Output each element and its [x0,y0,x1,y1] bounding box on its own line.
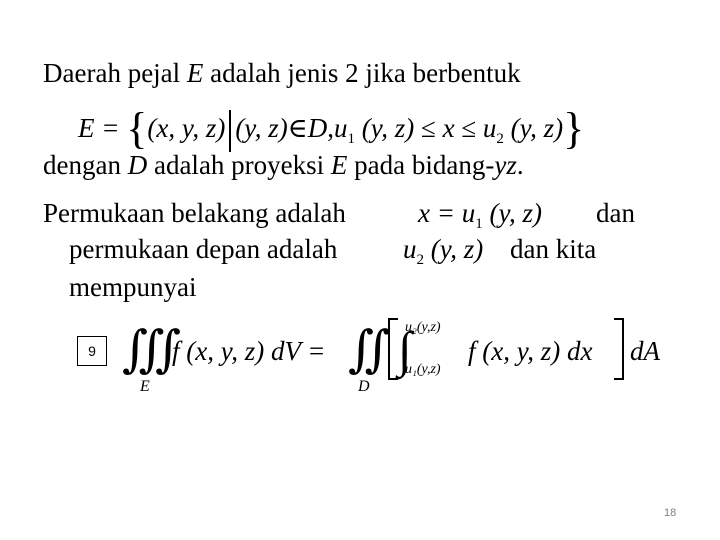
formula-comma: , [327,113,335,143]
subscript: 2 [416,252,424,268]
text-segment: permukaan depan adalah [69,234,338,264]
formula-D: D [307,113,328,143]
integrand: f (x, y, z) dV = [172,336,326,366]
text-segment: Permukaan belakang adalah [43,198,346,228]
right-bracket [614,318,624,380]
back-surface-formula [418,198,542,232]
formula-u: u [461,198,476,228]
formula-lhs: x = [418,198,462,228]
formula-u: u [403,234,417,264]
inner-integral-symbol: ∫ [398,321,412,377]
text-segment: pada bidang- [347,150,495,180]
open-brace: { [126,104,148,153]
inner-integrand: f (x, y, z) dx [468,336,593,366]
text-line-4 [43,200,346,227]
subscript: 1 [475,216,483,232]
text-segment: adalah jenis 2 jika berbentuk [203,58,521,88]
left-bracket [388,318,398,380]
var-yz: yz [494,150,517,180]
text-segment: adalah proyeksi [147,150,331,180]
formula-u1: u [334,113,348,143]
formula-args: (y, z) [430,234,484,264]
text-line-5 [69,236,337,263]
equation-number-box [77,336,107,366]
text-line-1 [43,60,521,87]
outer-differential: dA [630,336,660,366]
text-segment: . [516,150,524,180]
var-E: E [186,58,204,88]
text-line-3 [43,152,524,179]
text-segment: Daerah pejal [43,58,187,88]
text-line-6 [69,274,196,301]
formula-lhs: E = [78,113,120,143]
text-line-4-end [596,200,635,227]
formula-cond: (y, z) [235,113,288,143]
double-integral-symbol: ∬ [348,321,391,377]
upper-limit: u₂(y,z) [405,320,441,335]
var-D: D [127,150,148,180]
var-E: E [330,150,348,180]
le-symbol: ≤ [421,113,436,143]
lower-limit: u₁(y,z) [405,362,441,377]
page-number: 18 [664,507,677,519]
element-of-symbol: ∈ [287,113,308,143]
front-surface-formula [403,234,484,268]
formula-args: (y, z) [510,113,564,143]
formula-u2: u [482,113,497,143]
subscript-1: 1 [347,131,356,147]
subscript-2: 2 [496,131,504,147]
text-segment: mempunyai [69,272,197,302]
text-line-5-end [510,236,596,263]
double-integral-region: D [358,378,370,395]
formula-tuple: (x, y, z) [147,113,226,143]
set-definition-formula [78,101,584,152]
le-symbol: ≤ [461,113,477,143]
triple-integral-region: E [140,378,150,395]
text-segment: dan kita [510,234,597,264]
formula-args: (y, z) [361,113,415,143]
close-brace: } [563,104,585,153]
set-bar [229,110,231,152]
formula-args: (y, z) [489,198,542,228]
triple-integral-symbol: ∭ [122,321,182,377]
text-segment: dan [596,198,635,228]
equation-number: 9 [88,343,96,359]
text-segment: dengan [43,150,128,180]
formula-x: x [442,113,455,143]
